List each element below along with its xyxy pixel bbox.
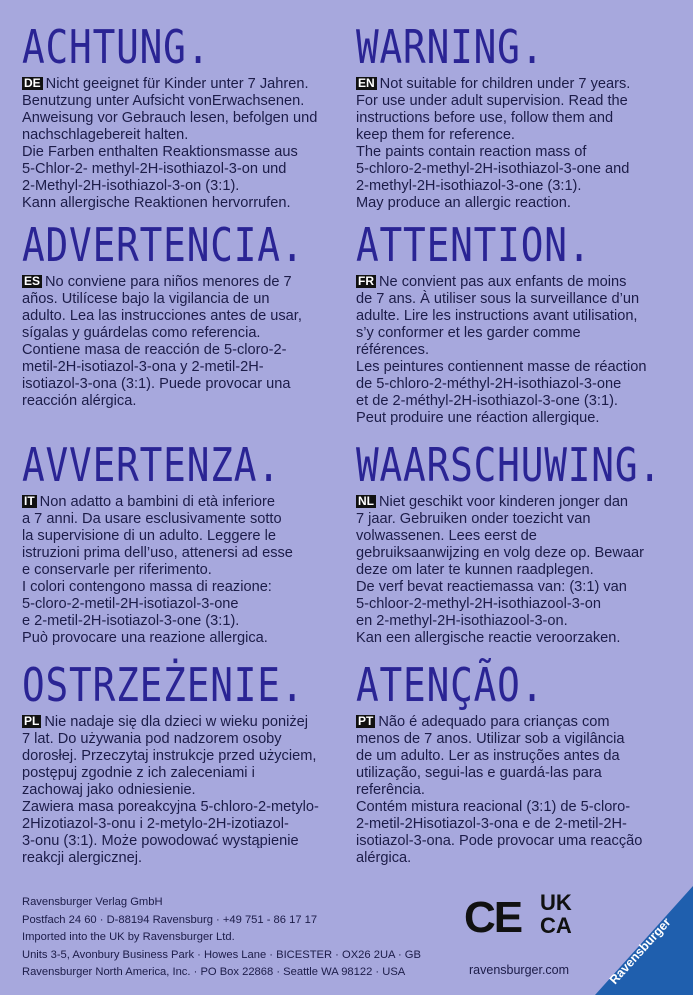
text-line: Nie nadaje się dla dzieci w wieku poniżej: [44, 714, 308, 730]
text-line: Kann allergische Reaktionen hervorrufen.: [22, 195, 291, 211]
text-line: menos de 7 anos. Utilizar sob a vigilância: [356, 731, 625, 747]
text-line: Não é adequado para crianças com: [378, 714, 610, 730]
footer-line: Units 3-5, Avonbury Business Park · Howes Lane · BICESTER · OX26 2UA · GB: [22, 948, 421, 961]
text-line: I colori contengono massa di reazione:: [22, 579, 272, 595]
text-line: 2-methyl-2H-isothiazol-3-one (3:1).: [356, 178, 582, 194]
text-line: la supervisione di un adulto. Leggere le: [22, 528, 276, 544]
text-line: et de 2-méthyl-2H-isothiazol-3-one (3:1).: [356, 393, 618, 409]
heading-en: WARNING.: [356, 20, 545, 74]
text-line: adulte. Lire les instructions avant utilisation,: [356, 308, 638, 324]
text-line: de 5-chloro-2-méthyl-2H-isothiazol-3-one: [356, 376, 622, 392]
body-fr: [356, 274, 686, 427]
text-line: s’y conformer et les garder comme: [356, 325, 581, 341]
lang-tag-es: ES: [24, 274, 41, 288]
text-line: años. Utilícese bajo la vigilancia de un: [22, 291, 270, 307]
heading-fr: ATTENTION.: [356, 218, 592, 272]
text-line: Not suitable for children under 7 years.: [379, 76, 631, 92]
text-line: For use under adult supervision. Read the: [356, 93, 628, 109]
text-line: May produce an allergic reaction.: [356, 195, 571, 211]
body-pl: [22, 714, 342, 867]
lang-tag-it: IT: [24, 494, 35, 508]
section-fr: [356, 220, 686, 427]
text-line: metil-2H-isotiazol-3-ona y 2-metil-2H-: [22, 359, 264, 375]
lang-tag-pt: PT: [358, 714, 374, 728]
text-line: Anweisung vor Gebrauch lesen, befolgen und: [22, 110, 318, 126]
section-en: [356, 22, 676, 212]
text-line: 5-Chlor-2- methyl-2H-isothiazol-3-on und: [22, 161, 287, 177]
text-line: Nicht geeignet für Kinder unter 7 Jahren.: [45, 76, 309, 92]
text-line: adulto. Lea las instrucciones antes de usar,: [22, 308, 302, 324]
publisher-address: [22, 894, 421, 982]
text-line: istruzioni prima dell’uso, attenersi ad esse: [22, 545, 293, 561]
footer-line: Ravensburger Verlag GmbH: [22, 896, 163, 908]
footer-line: Postfach 24 60 · D-88194 Ravensburg · +49 751 - 86 17 17: [22, 913, 318, 926]
text-line: zachowaj jako odniesienie.: [22, 782, 196, 798]
website-link[interactable]: ravensburger.com: [469, 963, 570, 977]
heading-pt: ATENÇÃO.: [356, 658, 545, 712]
text-line: Die Farben enthalten Reaktionsmasse aus: [22, 144, 298, 160]
text-line: 2Hizotiazol-3-onu i 2-metylo-2H-izotiazol-: [22, 816, 289, 832]
text-line: Contiene masa de reacción de 5-cloro-2-: [22, 342, 287, 358]
body-pt: [356, 714, 686, 867]
text-line: Zawiera masa poreakcyjna 5-chloro-2-metylo-: [22, 799, 319, 815]
text-line: 5-chloor-2-methyl-2H-isothiazool-3-on: [356, 596, 601, 612]
text-line: instructions before use, follow them and: [356, 110, 614, 126]
text-line: Non adatto a bambini di età inferiore: [39, 494, 275, 510]
text-line: gebruiksaanwijzing en volg deze op. Bewaar: [356, 545, 644, 561]
section-nl: [356, 440, 686, 647]
lang-tag-nl: NL: [358, 494, 374, 508]
ce-mark-icon: CE: [464, 893, 522, 942]
text-line: 7 lat. Do używania pod nadzorem osoby: [22, 731, 282, 747]
text-line: volwassenen. Lees eerst de: [356, 528, 537, 544]
heading-de: ACHTUNG.: [22, 20, 211, 74]
text-line: No conviene para niños menores de 7: [45, 274, 292, 290]
text-line: 5-chloro-2-methyl-2H-isothiazol-3-one and: [356, 161, 630, 177]
section-pl: [22, 660, 342, 867]
text-line: sígalas y guárdelas como referencia.: [22, 325, 261, 341]
body-es: [22, 274, 342, 410]
text-line: The paints contain reaction mass of: [356, 144, 587, 160]
text-line: deze om later te kunnen raadplegen.: [356, 562, 594, 578]
text-line: alérgica.: [356, 850, 412, 866]
text-line: isotiazol-3-ona (3:1). Puede provocar una: [22, 376, 291, 392]
body-en: [356, 76, 676, 212]
text-line: De verf bevat reactiemassa van: (3:1) van: [356, 579, 627, 595]
text-line: 2-Methyl-2H-isothiazol-3-on (3:1).: [22, 178, 240, 194]
lang-tag-fr: FR: [358, 274, 374, 288]
body-de: [22, 76, 342, 212]
lang-tag-pl: PL: [24, 714, 40, 728]
section-it: [22, 440, 342, 647]
text-line: Peut produire une réaction allergique.: [356, 410, 600, 426]
text-line: reakcji alergicznej.: [22, 850, 143, 866]
heading-pl: OSTRZEŻENIE.: [22, 658, 305, 712]
lang-tag-de: DE: [24, 76, 41, 90]
text-line: 3-onu (3:1). Może powodować wystąpienie: [22, 833, 299, 849]
section-pt: [356, 660, 686, 867]
text-line: dorosłej. Przeczytaj instrukcje przed użyciem,: [22, 748, 317, 764]
text-line: e conservarle per riferimento.: [22, 562, 212, 578]
text-line: referência.: [356, 782, 425, 798]
text-line: Può provocare una reazione allergica.: [22, 630, 268, 646]
text-line: Benutzung unter Aufsicht vonErwachsenen.: [22, 93, 305, 109]
ukca-top: UK: [540, 890, 572, 915]
lang-tag-en: EN: [358, 76, 375, 90]
heading-it: AVVERTENZA.: [22, 438, 281, 492]
text-line: de um adulto. Ler as instruções antes da: [356, 748, 620, 764]
logo-text: Ravensburger: [606, 915, 674, 988]
text-line: a 7 anni. Da usare esclusivamente sotto: [22, 511, 282, 527]
footer-line: Imported into the UK by Ravensburger Ltd.: [22, 931, 235, 944]
text-line: keep them for reference.: [356, 127, 515, 143]
ukca-mark-icon: [540, 891, 588, 941]
section-de: [22, 22, 342, 212]
text-line: nachschlagebereit halten.: [22, 127, 189, 143]
section-es: [22, 220, 342, 410]
text-line: en 2-methyl-2H-isothiazool-3-on.: [356, 613, 568, 629]
text-line: postępuj zgodnie z ich zaleceniami i: [22, 765, 255, 781]
ravensburger-logo: [595, 886, 693, 995]
text-line: Ne convient pas aux enfants de moins: [379, 274, 627, 290]
text-line: Les peintures contiennent masse de réaction: [356, 359, 647, 375]
heading-nl: WAARSCHUWING.: [356, 438, 662, 492]
heading-es: ADVERTENCIA.: [22, 218, 305, 272]
text-line: Kan een allergische reactie veroorzaken.: [356, 630, 621, 646]
text-line: de 7 ans. À utiliser sous la surveillance d’un: [356, 291, 640, 307]
footer-line: Ravensburger North America, Inc. · PO Box 22868 · Seattle WA 98122 · USA: [22, 966, 406, 979]
text-line: 5-cloro-2-metil-2H-isotiazol-3-one: [22, 596, 239, 612]
text-line: 2-metil-2Hisotiazol-3-ona e de 2-metil-2H-: [356, 816, 627, 832]
text-line: références.: [356, 342, 430, 358]
text-line: Niet geschikt voor kinderen jonger dan: [379, 494, 629, 510]
text-line: isotiazol-3-ona. Pode provocar uma reacção: [356, 833, 643, 849]
ukca-bottom: CA: [540, 913, 572, 938]
body-nl: [356, 494, 686, 647]
text-line: e 2-metil-2H-isotiazol-3-one (3:1).: [22, 613, 240, 629]
body-it: [22, 494, 342, 647]
text-line: utilização, segui-las e guardá-las para: [356, 765, 602, 781]
text-line: 7 jaar. Gebruiken onder toezicht van: [356, 511, 591, 527]
text-line: Contém mistura reacional (3:1) de 5-cloro-: [356, 799, 631, 815]
text-line: reacción alérgica.: [22, 393, 137, 409]
